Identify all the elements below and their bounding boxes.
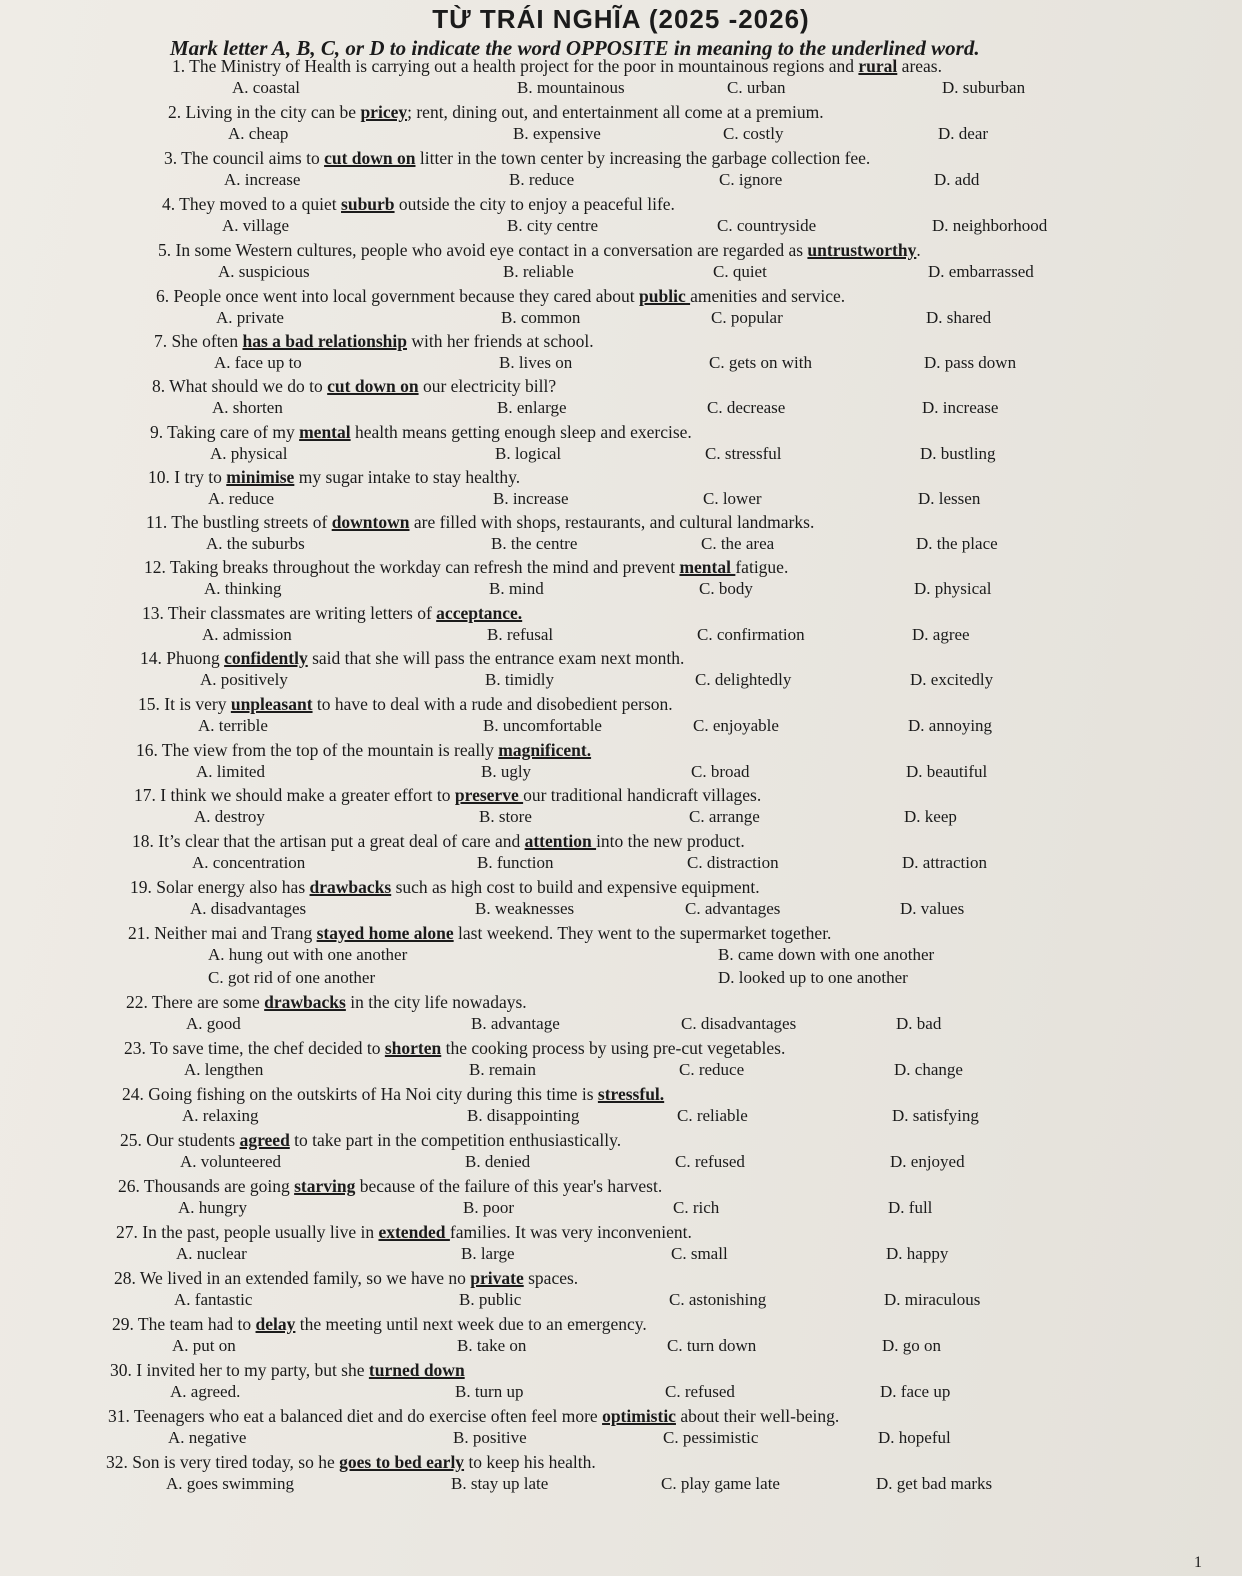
question-item xyxy=(168,102,1242,148)
question-item xyxy=(164,148,1242,194)
option-d: D. dear xyxy=(938,124,989,143)
option-c: C. reliable xyxy=(677,1106,748,1125)
option-a: A. limited xyxy=(196,762,265,781)
underlined-word: confidently xyxy=(224,648,308,668)
question-stem xyxy=(128,923,831,944)
option-a: A. negative xyxy=(168,1428,247,1447)
question-text-end: families. It was very inconvenient. xyxy=(449,1222,692,1242)
question-stem xyxy=(168,102,824,123)
option-b: B. function xyxy=(477,853,554,872)
option-c: C. quiet xyxy=(713,262,767,281)
question-text-end: outside the city to enjoy a peaceful life. xyxy=(394,194,675,214)
question-item xyxy=(124,1038,1224,1084)
option-b: B. large xyxy=(461,1244,515,1263)
option-c: C. ignore xyxy=(719,170,783,189)
question-text: 26. Thousands are going xyxy=(118,1176,295,1196)
option-b: B. reduce xyxy=(509,170,575,189)
option-c: C. arrange xyxy=(689,807,760,826)
option-b: B. expensive xyxy=(513,124,601,143)
option-c: C. refused xyxy=(665,1382,735,1401)
option-d: D. neighborhood xyxy=(932,216,1048,235)
underlined-word: unpleasant xyxy=(230,694,313,714)
option-b: B. take on xyxy=(457,1336,527,1355)
question-text: 19. Solar energy also has xyxy=(130,877,310,897)
option-b: B. logical xyxy=(495,444,562,463)
option-b: B. positive xyxy=(453,1428,527,1447)
question-text-end: to have to deal with a rude and disobedient person. xyxy=(312,694,673,714)
question-text: 3. The council aims to xyxy=(164,148,325,168)
question-item xyxy=(162,194,1242,240)
option-c: C. stressful xyxy=(705,444,782,463)
question-item xyxy=(114,1268,1214,1314)
option-a: A. disadvantages xyxy=(190,899,307,918)
question-text: 12. Taking breaks throughout the workday can refresh the mind and prevent xyxy=(144,557,680,577)
underlined-word: stayed home alone xyxy=(316,923,454,943)
question-text: 29. The team had to xyxy=(112,1314,256,1334)
option-d: D. the place xyxy=(916,534,998,553)
option-d: D. hopeful xyxy=(878,1428,951,1447)
question-stem xyxy=(124,1038,785,1059)
option-b: B. turn up xyxy=(455,1382,524,1401)
option-c: C. distraction xyxy=(687,853,779,872)
question-item xyxy=(128,923,1228,987)
question-stem xyxy=(136,740,591,761)
question-text: 5. In some Western cultures, people who avoid eye contact in a conversation are regarded as xyxy=(158,240,808,260)
question-text-end: our electricity bill? xyxy=(418,376,557,396)
question-item xyxy=(142,603,1242,649)
question-text-end: the cooking process by using pre-cut vegetables. xyxy=(441,1038,786,1058)
option-c: C. pessimistic xyxy=(663,1428,759,1447)
option-c: C. confirmation xyxy=(697,625,805,644)
question-text: 23. To save time, the chef decided to xyxy=(124,1038,385,1058)
option-d: D. excitedly xyxy=(910,670,994,689)
option-b: B. mountainous xyxy=(517,78,625,97)
option-b: B. public xyxy=(459,1290,522,1309)
option-c: C. urban xyxy=(727,78,786,97)
question-stem xyxy=(164,148,870,169)
option-a: A. hung out with one another xyxy=(208,945,408,964)
underlined-word: minimise xyxy=(226,467,295,487)
option-d: D. looked up to one another xyxy=(718,968,908,987)
underlined-word: turned down xyxy=(368,1360,465,1380)
underlined-word: optimistic xyxy=(602,1406,676,1426)
option-c: C. enjoyable xyxy=(693,716,779,735)
option-c: C. the area xyxy=(701,534,775,553)
question-stem xyxy=(150,422,692,443)
underlined-word: goes to bed early xyxy=(339,1452,465,1472)
question-text-end: last weekend. They went to the supermarket together. xyxy=(453,923,832,943)
underlined-word: magnificent. xyxy=(498,740,592,760)
question-text: 32. Son is very tired today, so he xyxy=(106,1452,340,1472)
option-c: C. rich xyxy=(673,1198,720,1217)
option-a: A. terrible xyxy=(198,716,268,735)
option-b: B. uncomfortable xyxy=(483,716,602,735)
option-d: D. annoying xyxy=(908,716,993,735)
question-stem xyxy=(154,331,594,352)
option-c: C. advantages xyxy=(685,899,781,918)
option-b: B. timidly xyxy=(485,670,554,689)
option-a: A. concentration xyxy=(192,853,306,872)
question-item xyxy=(108,1406,1208,1452)
question-stem xyxy=(172,56,942,77)
question-stem xyxy=(138,694,673,715)
option-c: C. gets on with xyxy=(709,353,812,372)
option-a: A. fantastic xyxy=(174,1290,253,1309)
question-item xyxy=(156,286,1242,332)
question-text: 8. What should we do to xyxy=(152,376,328,396)
option-b: B. denied xyxy=(465,1152,531,1171)
option-a: A. volunteered xyxy=(180,1152,282,1171)
question-text-end: are filled with shops, restaurants, and cultural landmarks. xyxy=(409,512,815,532)
underlined-word: starving xyxy=(294,1176,356,1196)
question-text-end: into the new product. xyxy=(596,831,745,851)
option-a: A. suspicious xyxy=(218,262,310,281)
question-text: 21. Neither mai and Trang xyxy=(128,923,317,943)
option-a: A. lengthen xyxy=(184,1060,264,1079)
option-d: D. agree xyxy=(912,625,970,644)
option-b: B. poor xyxy=(463,1198,514,1217)
option-d: D. full xyxy=(888,1198,933,1217)
underlined-word: downtown xyxy=(331,512,410,532)
option-a: A. increase xyxy=(224,170,301,189)
option-b: B. the centre xyxy=(491,534,578,553)
question-text-end: ; rent, dining out, and entertainment all come at a premium. xyxy=(407,102,824,122)
option-d: D. satisfying xyxy=(892,1106,979,1125)
question-stem xyxy=(152,376,556,397)
option-b: B. store xyxy=(479,807,532,826)
option-a: A. hungry xyxy=(178,1198,247,1217)
question-stem xyxy=(134,785,761,806)
underlined-word: cut down on xyxy=(327,376,419,396)
question-stem xyxy=(122,1084,664,1105)
question-text: 17. I think we should make a greater effort to xyxy=(134,785,455,805)
question-text: 15. It is very xyxy=(138,694,231,714)
question-text-end: such as high cost to build and expensive equipment. xyxy=(391,877,760,897)
option-d: D. suburban xyxy=(942,78,1026,97)
underlined-word: untrustworthy xyxy=(807,240,917,260)
question-stem xyxy=(112,1314,647,1335)
option-c: C. popular xyxy=(711,308,783,327)
option-c: C. countryside xyxy=(717,216,817,235)
underlined-word: stressful. xyxy=(597,1084,665,1104)
question-item xyxy=(132,831,1232,877)
underlined-word: preserve xyxy=(454,785,524,805)
question-text: 27. In the past, people usually live in xyxy=(116,1222,379,1242)
question-stem xyxy=(156,286,845,307)
question-item xyxy=(154,331,1242,377)
question-item xyxy=(140,648,1240,694)
underlined-word: private xyxy=(470,1268,524,1288)
option-d: D. bustling xyxy=(920,444,996,463)
option-b: B. reliable xyxy=(503,262,574,281)
underlined-word: mental xyxy=(299,422,351,442)
worksheet-title: TỪ TRÁI NGHĨA (2025 -2026) xyxy=(432,4,810,34)
question-stem xyxy=(148,467,520,488)
option-c: C. small xyxy=(671,1244,728,1263)
question-text-end: in the city life nowadays. xyxy=(345,992,527,1012)
underlined-word: shorten xyxy=(384,1038,442,1058)
option-d: D. lessen xyxy=(918,489,981,508)
question-stem xyxy=(130,877,760,898)
underlined-word: has a bad relationship xyxy=(242,331,407,351)
option-b: B. ugly xyxy=(481,762,532,781)
underlined-word: delay xyxy=(255,1314,296,1334)
underlined-word: rural xyxy=(858,56,898,76)
question-text-end: areas. xyxy=(897,56,942,76)
question-stem xyxy=(120,1130,621,1151)
option-a: A. cheap xyxy=(228,124,289,143)
option-d: D. pass down xyxy=(924,353,1017,372)
question-text-end: to take part in the competition enthusiastically. xyxy=(289,1130,622,1150)
question-item xyxy=(146,512,1242,558)
option-d: D. add xyxy=(934,170,980,189)
option-a: A. nuclear xyxy=(176,1244,247,1263)
question-item xyxy=(138,694,1238,740)
question-text: 30. I invited her to my party, but she xyxy=(110,1360,369,1380)
option-b: B. enlarge xyxy=(497,398,567,417)
option-b: B. lives on xyxy=(499,353,573,372)
option-a: A. village xyxy=(222,216,290,235)
option-d: D. increase xyxy=(922,398,999,417)
question-item xyxy=(144,557,1242,603)
option-b: B. weaknesses xyxy=(475,899,575,918)
question-text: 7. She often xyxy=(154,331,243,351)
option-c: C. got rid of one another xyxy=(208,968,376,987)
option-a: A. thinking xyxy=(204,579,282,598)
option-d: D. change xyxy=(894,1060,963,1079)
question-text-end: the meeting until next week due to an emergency. xyxy=(295,1314,647,1334)
question-text-end: to keep his health. xyxy=(464,1452,596,1472)
underlined-word: acceptance. xyxy=(436,603,523,623)
question-stem xyxy=(116,1222,692,1243)
underlined-word: mental xyxy=(679,557,736,577)
question-text: 18. It’s clear that the artisan put a great deal of care and xyxy=(132,831,525,851)
option-a: A. relaxing xyxy=(182,1106,259,1125)
question-stem xyxy=(110,1360,465,1381)
question-text: 6. People once went into local government because they cared about xyxy=(156,286,640,306)
question-text: 28. We lived in an extended family, so we have no xyxy=(114,1268,471,1288)
question-text-end: our traditional handicraft villages. xyxy=(523,785,762,805)
question-stem xyxy=(146,512,814,533)
option-c: C. disadvantages xyxy=(681,1014,797,1033)
question-text-end: litter in the town center by increasing the garbage collection fee. xyxy=(415,148,871,168)
option-c: C. body xyxy=(699,579,753,598)
option-a: A. shorten xyxy=(212,398,283,417)
option-b: B. came down with one another xyxy=(718,945,935,964)
option-c: C. costly xyxy=(723,124,784,143)
question-text: 1. The Ministry of Health is carrying out a health project for the poor in mountainous regions and xyxy=(172,56,859,76)
option-a: A. goes swimming xyxy=(166,1474,294,1493)
option-d: D. physical xyxy=(914,579,992,598)
question-text-end: said that she will pass the entrance exam next month. xyxy=(307,648,685,668)
question-text: 13. Their classmates are writing letters of xyxy=(142,603,437,623)
option-d: D. miraculous xyxy=(884,1290,981,1309)
underlined-word: suburb xyxy=(341,194,395,214)
underlined-word: agreed xyxy=(239,1130,290,1150)
question-text: 11. The bustling streets of xyxy=(146,512,332,532)
question-stem xyxy=(140,648,684,669)
question-text-end: . xyxy=(916,240,921,260)
underlined-word: public xyxy=(639,286,691,306)
question-item xyxy=(172,56,1242,102)
option-a: A. face up to xyxy=(214,353,302,372)
question-item xyxy=(112,1314,1212,1360)
question-stem xyxy=(132,831,745,852)
question-stem xyxy=(162,194,675,215)
question-text: 4. They moved to a quiet xyxy=(162,194,342,214)
question-stem xyxy=(144,557,788,578)
question-item xyxy=(116,1222,1216,1268)
question-item xyxy=(110,1360,1210,1406)
question-text: 10. I try to xyxy=(148,467,227,487)
option-a: A. destroy xyxy=(194,807,265,826)
option-c: C. refused xyxy=(675,1152,745,1171)
question-item xyxy=(152,376,1242,422)
question-text: 14. Phuong xyxy=(140,648,225,668)
question-text-end: amenities and service. xyxy=(690,286,846,306)
underlined-word: drawbacks xyxy=(264,992,346,1012)
underlined-word: cut down on xyxy=(324,148,416,168)
option-d: D. beautiful xyxy=(906,762,988,781)
option-d: D. enjoyed xyxy=(890,1152,965,1171)
question-stem xyxy=(118,1176,662,1197)
option-c: C. astonishing xyxy=(669,1290,767,1309)
option-c: C. decrease xyxy=(707,398,786,417)
option-d: D. attraction xyxy=(902,853,987,872)
underlined-word: drawbacks xyxy=(309,877,392,897)
option-c: C. broad xyxy=(691,762,750,781)
option-b: B. remain xyxy=(469,1060,537,1079)
option-a: A. good xyxy=(186,1014,241,1033)
question-text-end: my sugar intake to stay healthy. xyxy=(294,467,521,487)
question-item xyxy=(118,1176,1218,1222)
option-a: A. reduce xyxy=(208,489,275,508)
question-item xyxy=(150,422,1242,468)
option-d: D. bad xyxy=(896,1014,942,1033)
option-b: B. refusal xyxy=(487,625,554,644)
question-stem xyxy=(158,240,921,261)
question-item xyxy=(122,1084,1222,1130)
page-number: 1 xyxy=(1194,1554,1202,1571)
option-a: A. coastal xyxy=(232,78,300,97)
option-a: A. the suburbs xyxy=(206,534,305,553)
option-a: A. positively xyxy=(200,670,288,689)
question-stem xyxy=(126,992,527,1013)
option-d: D. happy xyxy=(886,1244,949,1263)
question-text-end: about their well-being. xyxy=(675,1406,840,1426)
question-item xyxy=(158,240,1242,286)
question-text: 24. Going fishing on the outskirts of Ha Noi city during this time is xyxy=(122,1084,598,1104)
underlined-word: attention xyxy=(524,831,597,851)
question-text: 16. The view from the top of the mountain is really xyxy=(136,740,499,760)
option-a: A. physical xyxy=(210,444,288,463)
question-item xyxy=(120,1130,1220,1176)
question-text: 25. Our students xyxy=(120,1130,240,1150)
question-stem xyxy=(106,1452,596,1473)
option-b: B. disappointing xyxy=(467,1106,580,1125)
instruction: Mark letter A, B, C, or D to indicate the word OPPOSITE in meaning to the underlined word. xyxy=(170,36,980,60)
option-a: A. private xyxy=(216,308,284,327)
question-stem xyxy=(114,1268,578,1289)
question-text: 22. There are some xyxy=(126,992,265,1012)
question-text: 31. Teenagers who eat a balanced diet and do exercise often feel more xyxy=(108,1406,603,1426)
option-d: D. values xyxy=(900,899,965,918)
option-c: C. play game late xyxy=(661,1474,780,1493)
question-text: 2. Living in the city can be xyxy=(168,102,361,122)
question-stem xyxy=(108,1406,839,1427)
question-stem xyxy=(142,603,522,624)
question-text-end: health means getting enough sleep and exercise. xyxy=(350,422,692,442)
underlined-word: extended xyxy=(378,1222,450,1242)
question-text-end: fatigue. xyxy=(735,557,789,577)
option-b: B. increase xyxy=(493,489,569,508)
option-b: B. common xyxy=(501,308,581,327)
option-b: B. stay up late xyxy=(451,1474,549,1493)
question-item xyxy=(134,785,1234,831)
option-d: D. embarrassed xyxy=(928,262,1034,281)
option-d: D. go on xyxy=(882,1336,942,1355)
question-text-end: because of the failure of this year's harvest. xyxy=(355,1176,663,1196)
option-d: D. shared xyxy=(926,308,992,327)
option-d: D. get bad marks xyxy=(876,1474,993,1493)
question-item xyxy=(148,467,1242,513)
option-a: A. put on xyxy=(172,1336,236,1355)
option-b: B. advantage xyxy=(471,1014,560,1033)
option-d: D. keep xyxy=(904,807,957,826)
question-text-end: spaces. xyxy=(523,1268,579,1288)
option-b: B. mind xyxy=(489,579,544,598)
question-item xyxy=(136,740,1236,786)
underlined-word: pricey xyxy=(360,102,408,122)
question-text: 9. Taking care of my xyxy=(150,422,300,442)
option-a: A. agreed. xyxy=(170,1382,241,1401)
question-text-end: with her friends at school. xyxy=(407,331,594,351)
option-b: B. city centre xyxy=(507,216,599,235)
question-item xyxy=(106,1452,1206,1498)
option-a: A. admission xyxy=(202,625,292,644)
question-item xyxy=(126,992,1226,1038)
option-d: D. face up xyxy=(880,1382,951,1401)
option-c: C. delightedly xyxy=(695,670,792,689)
option-c: C. lower xyxy=(703,489,762,508)
option-c: C. reduce xyxy=(679,1060,745,1079)
option-c: C. turn down xyxy=(667,1336,757,1355)
question-item xyxy=(130,877,1230,923)
